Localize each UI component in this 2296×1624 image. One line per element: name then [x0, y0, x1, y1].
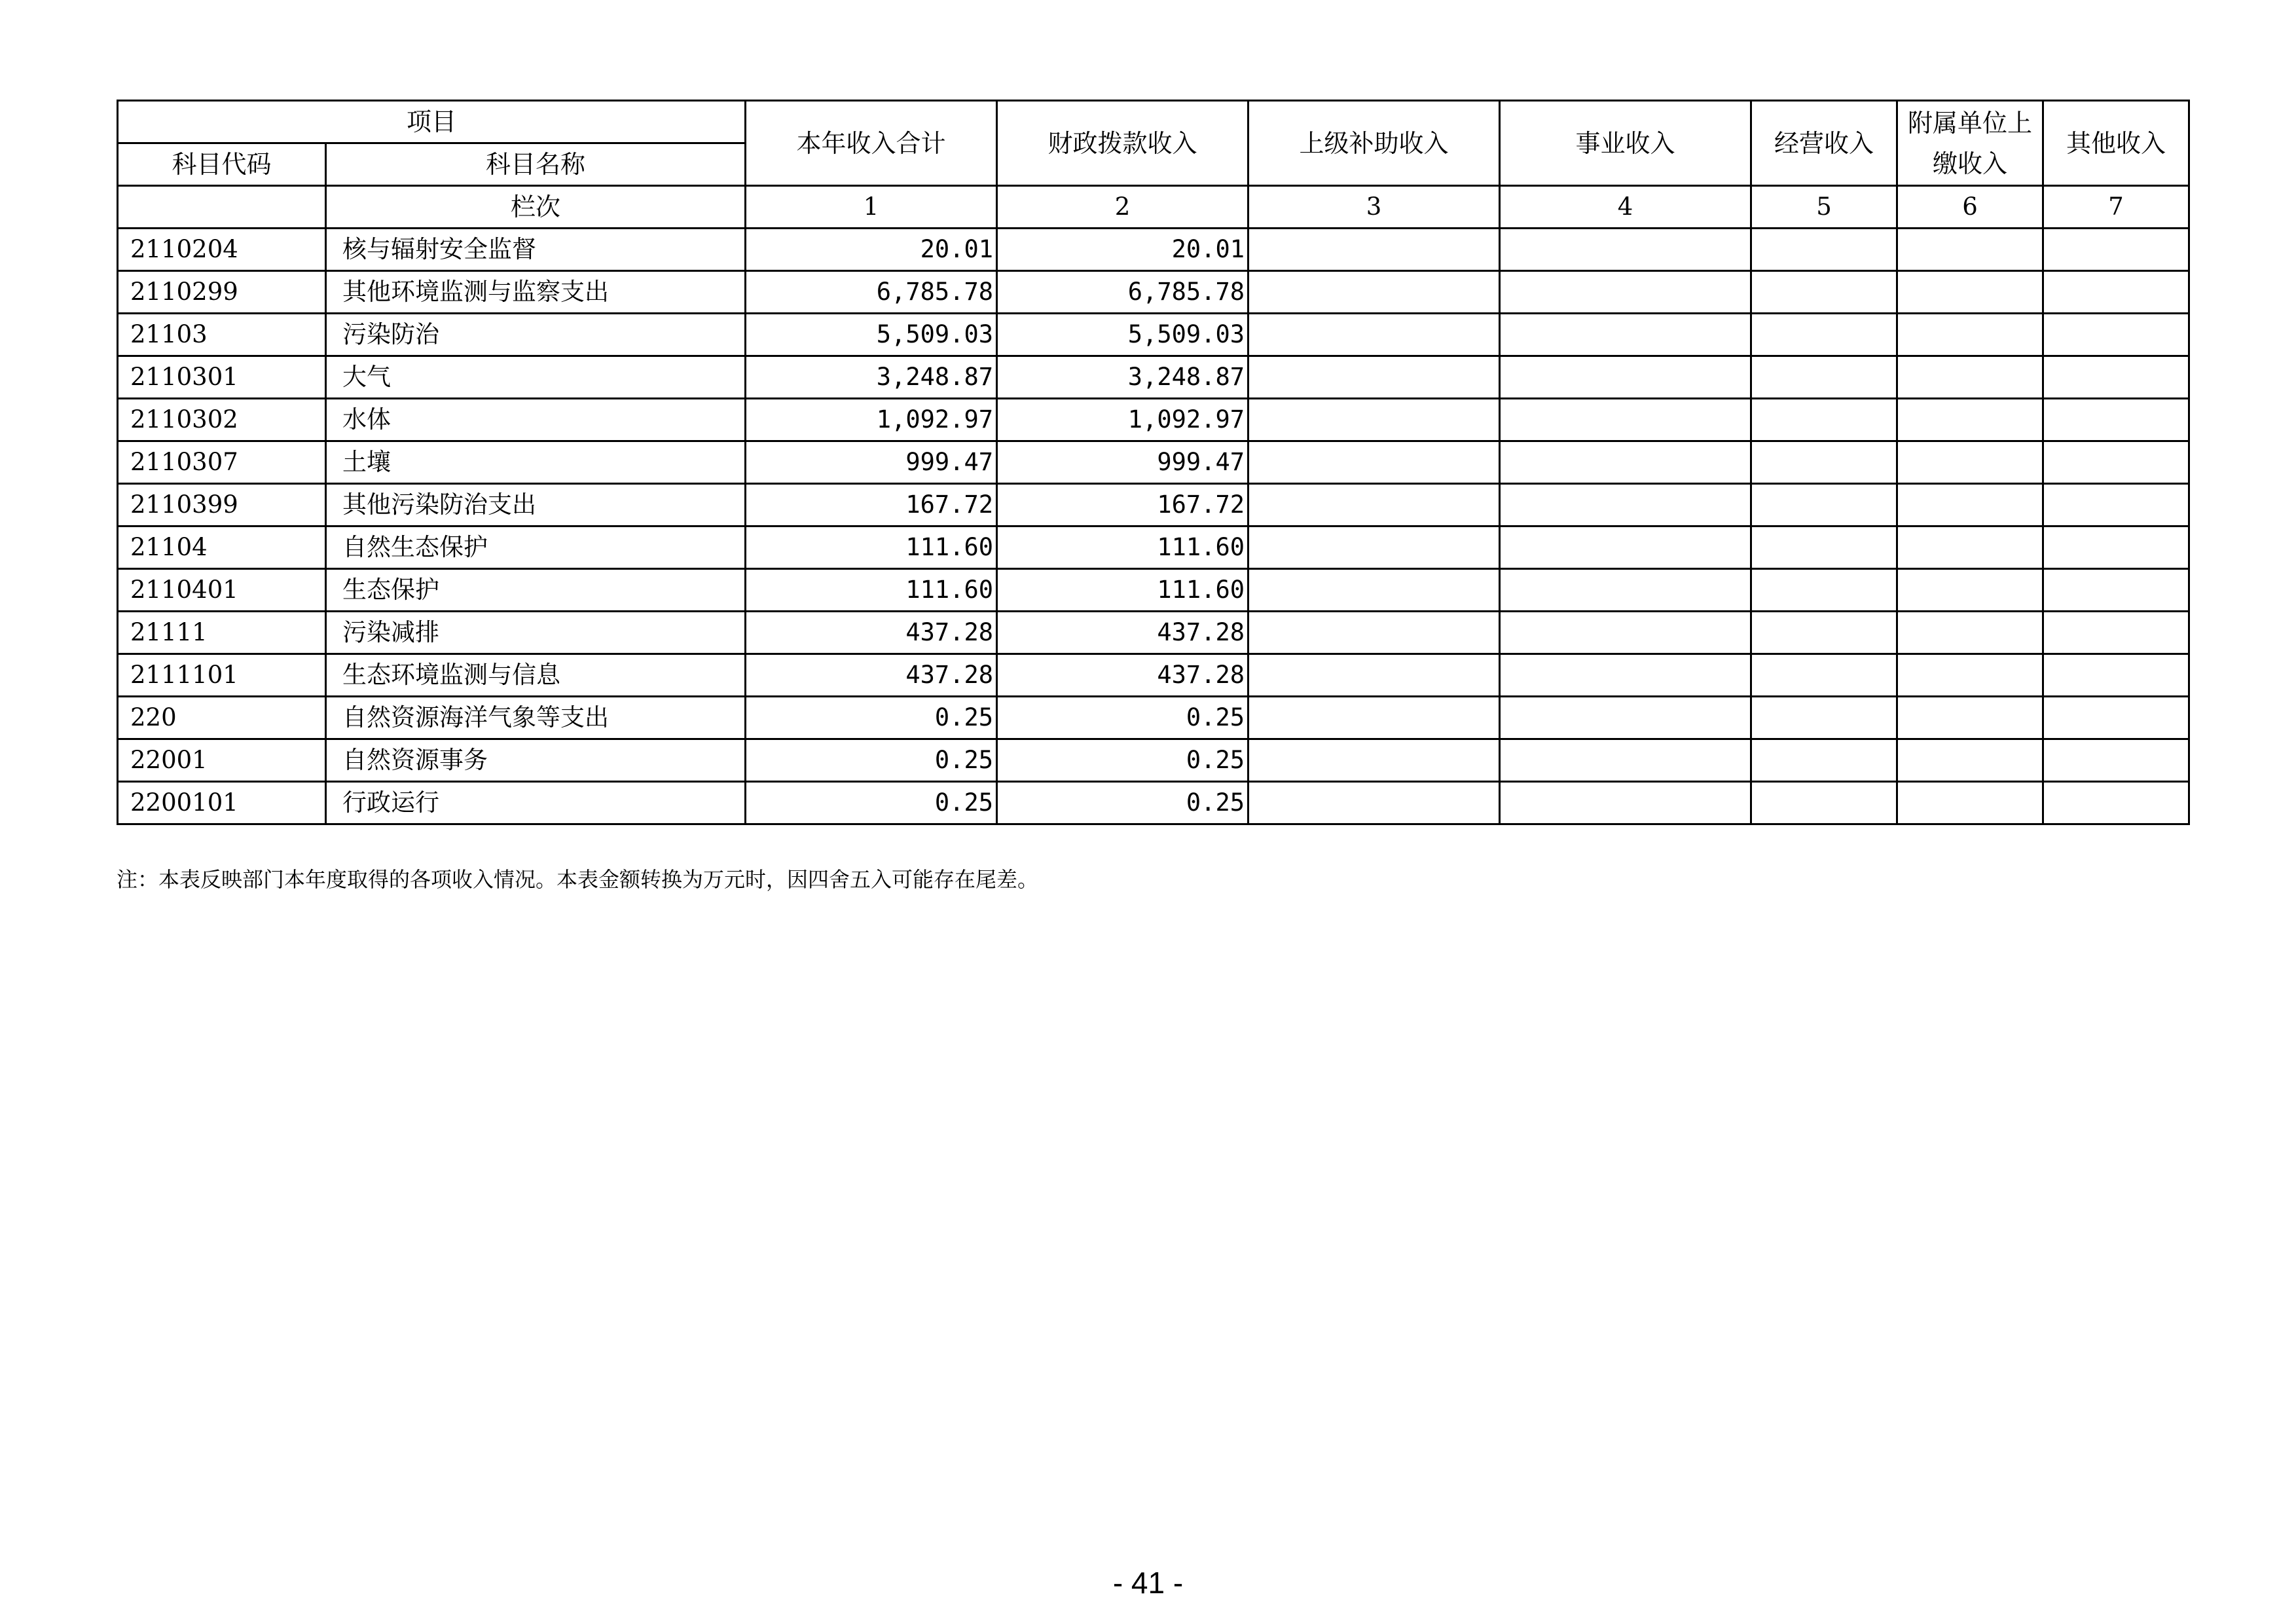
- row-fiscal-income: 0.25: [997, 782, 1248, 824]
- row-affiliate-income: [1897, 782, 2043, 824]
- table-row: [118, 356, 2189, 399]
- row-fiscal-income: 111.60: [997, 569, 1248, 612]
- row-superior-subsidy: [1248, 441, 1500, 484]
- index-cell-2: 2: [997, 186, 1248, 229]
- row-operating-income: [1751, 782, 1897, 824]
- row-other-income: [2043, 271, 2189, 314]
- row-total-income: 0.25: [746, 739, 997, 782]
- table-row: [118, 314, 2189, 356]
- row-operating-income: [1751, 612, 1897, 654]
- row-affiliate-income: [1897, 484, 2043, 526]
- table-row: [118, 484, 2189, 526]
- header-operating-income: 经营收入: [1751, 101, 1897, 186]
- row-superior-subsidy: [1248, 739, 1500, 782]
- row-operating-income: [1751, 569, 1897, 612]
- row-total-income: 111.60: [746, 526, 997, 569]
- row-code: 22001: [118, 739, 326, 782]
- row-operating-income: [1751, 356, 1897, 399]
- header-business-income: 事业收入: [1500, 101, 1751, 186]
- row-superior-subsidy: [1248, 399, 1500, 441]
- row-name: 自然生态保护: [326, 526, 746, 569]
- row-code: 2110399: [118, 484, 326, 526]
- header-other-income: 其他收入: [2043, 101, 2189, 186]
- row-operating-income: [1751, 229, 1897, 271]
- row-code: 2110299: [118, 271, 326, 314]
- row-name: 其他污染防治支出: [326, 484, 746, 526]
- row-name: 土壤: [326, 441, 746, 484]
- row-business-income: [1500, 441, 1751, 484]
- row-affiliate-income: [1897, 654, 2043, 697]
- row-total-income: 111.60: [746, 569, 997, 612]
- row-operating-income: [1751, 271, 1897, 314]
- row-business-income: [1500, 484, 1751, 526]
- row-affiliate-income: [1897, 697, 2043, 739]
- row-operating-income: [1751, 697, 1897, 739]
- row-business-income: [1500, 697, 1751, 739]
- row-other-income: [2043, 569, 2189, 612]
- table-row: [118, 739, 2189, 782]
- row-affiliate-income: [1897, 739, 2043, 782]
- header-total-income: 本年收入合计: [746, 101, 997, 186]
- row-fiscal-income: 437.28: [997, 654, 1248, 697]
- row-other-income: [2043, 229, 2189, 271]
- row-code: 2110301: [118, 356, 326, 399]
- row-superior-subsidy: [1248, 526, 1500, 569]
- row-business-income: [1500, 399, 1751, 441]
- row-affiliate-income: [1897, 569, 2043, 612]
- row-total-income: 5,509.03: [746, 314, 997, 356]
- row-total-income: 1,092.97: [746, 399, 997, 441]
- row-affiliate-income: [1897, 314, 2043, 356]
- page-number: - 41 -: [1112, 1566, 1184, 1600]
- table-row: [118, 569, 2189, 612]
- header-code: 科目代码: [118, 143, 326, 186]
- index-cell-7: 7: [2043, 186, 2189, 229]
- row-total-income: 0.25: [746, 697, 997, 739]
- row-name: 大气: [326, 356, 746, 399]
- table-row: [118, 782, 2189, 824]
- table-row: [118, 654, 2189, 697]
- row-name: 核与辐射安全监督: [326, 229, 746, 271]
- row-superior-subsidy: [1248, 654, 1500, 697]
- header-affiliate-income: 附属单位上缴收入: [1897, 101, 2043, 186]
- row-code: 220: [118, 697, 326, 739]
- row-other-income: [2043, 697, 2189, 739]
- row-operating-income: [1751, 526, 1897, 569]
- row-name: 生态保护: [326, 569, 746, 612]
- index-cell-1: 1: [746, 186, 997, 229]
- row-business-income: [1500, 314, 1751, 356]
- table-body: [118, 229, 2189, 824]
- row-operating-income: [1751, 399, 1897, 441]
- table-row: [118, 697, 2189, 739]
- row-other-income: [2043, 484, 2189, 526]
- table-row: [118, 399, 2189, 441]
- header-column-index-label: 栏次: [326, 186, 746, 229]
- row-other-income: [2043, 654, 2189, 697]
- index-row: [118, 186, 2189, 229]
- row-fiscal-income: 437.28: [997, 612, 1248, 654]
- index-cell-6: 6: [1897, 186, 2043, 229]
- table-note: 注：本表反映部门本年度取得的各项收入情况。本表金额转换为万元时，因四舍五入可能存在尾差。: [117, 867, 1039, 892]
- row-other-income: [2043, 526, 2189, 569]
- row-code: 2110401: [118, 569, 326, 612]
- row-business-income: [1500, 526, 1751, 569]
- index-row-blank: [118, 186, 326, 229]
- row-code: 21111: [118, 612, 326, 654]
- row-fiscal-income: 5,509.03: [997, 314, 1248, 356]
- row-total-income: 3,248.87: [746, 356, 997, 399]
- row-code: 21104: [118, 526, 326, 569]
- row-name: 行政运行: [326, 782, 746, 824]
- row-name: 其他环境监测与监察支出: [326, 271, 746, 314]
- row-total-income: 20.01: [746, 229, 997, 271]
- row-business-income: [1500, 229, 1751, 271]
- row-total-income: 437.28: [746, 654, 997, 697]
- row-affiliate-income: [1897, 526, 2043, 569]
- row-code: 21103: [118, 314, 326, 356]
- row-business-income: [1500, 569, 1751, 612]
- row-code: 2110204: [118, 229, 326, 271]
- row-fiscal-income: 1,092.97: [997, 399, 1248, 441]
- row-fiscal-income: 3,248.87: [997, 356, 1248, 399]
- row-total-income: 6,785.78: [746, 271, 997, 314]
- row-superior-subsidy: [1248, 271, 1500, 314]
- row-code: 2110302: [118, 399, 326, 441]
- row-name: 自然资源事务: [326, 739, 746, 782]
- row-total-income: 167.72: [746, 484, 997, 526]
- row-fiscal-income: 111.60: [997, 526, 1248, 569]
- row-fiscal-income: 0.25: [997, 739, 1248, 782]
- row-fiscal-income: 6,785.78: [997, 271, 1248, 314]
- row-other-income: [2043, 356, 2189, 399]
- row-business-income: [1500, 271, 1751, 314]
- row-operating-income: [1751, 441, 1897, 484]
- table-row: [118, 612, 2189, 654]
- row-other-income: [2043, 399, 2189, 441]
- row-operating-income: [1751, 739, 1897, 782]
- row-affiliate-income: [1897, 441, 2043, 484]
- index-cell-5: 5: [1751, 186, 1897, 229]
- row-affiliate-income: [1897, 229, 2043, 271]
- row-name: 污染防治: [326, 314, 746, 356]
- row-superior-subsidy: [1248, 314, 1500, 356]
- row-total-income: 999.47: [746, 441, 997, 484]
- row-code: 2200101: [118, 782, 326, 824]
- row-affiliate-income: [1897, 356, 2043, 399]
- row-superior-subsidy: [1248, 229, 1500, 271]
- row-name: 自然资源海洋气象等支出: [326, 697, 746, 739]
- row-total-income: 0.25: [746, 782, 997, 824]
- row-fiscal-income: 0.25: [997, 697, 1248, 739]
- row-other-income: [2043, 782, 2189, 824]
- row-name: 生态环境监测与信息: [326, 654, 746, 697]
- row-fiscal-income: 999.47: [997, 441, 1248, 484]
- header-item: 项目: [118, 101, 746, 143]
- row-affiliate-income: [1897, 399, 2043, 441]
- row-superior-subsidy: [1248, 697, 1500, 739]
- header-fiscal-income: 财政拨款收入: [997, 101, 1248, 186]
- row-operating-income: [1751, 314, 1897, 356]
- row-superior-subsidy: [1248, 484, 1500, 526]
- row-business-income: [1500, 356, 1751, 399]
- row-other-income: [2043, 314, 2189, 356]
- row-business-income: [1500, 612, 1751, 654]
- row-superior-subsidy: [1248, 569, 1500, 612]
- row-operating-income: [1751, 654, 1897, 697]
- table-row: [118, 271, 2189, 314]
- row-name: 污染减排: [326, 612, 746, 654]
- row-business-income: [1500, 782, 1751, 824]
- row-total-income: 437.28: [746, 612, 997, 654]
- row-superior-subsidy: [1248, 356, 1500, 399]
- row-business-income: [1500, 739, 1751, 782]
- row-operating-income: [1751, 484, 1897, 526]
- row-fiscal-income: 20.01: [997, 229, 1248, 271]
- row-other-income: [2043, 612, 2189, 654]
- row-other-income: [2043, 739, 2189, 782]
- header-name: 科目名称: [326, 143, 746, 186]
- row-business-income: [1500, 654, 1751, 697]
- table-row: [118, 526, 2189, 569]
- row-other-income: [2043, 441, 2189, 484]
- row-name: 水体: [326, 399, 746, 441]
- header-superior-subsidy: 上级补助收入: [1248, 101, 1500, 186]
- row-code: 2110307: [118, 441, 326, 484]
- income-table: [117, 100, 2190, 825]
- row-affiliate-income: [1897, 271, 2043, 314]
- table-row: [118, 441, 2189, 484]
- row-fiscal-income: 167.72: [997, 484, 1248, 526]
- index-cell-3: 3: [1248, 186, 1500, 229]
- row-affiliate-income: [1897, 612, 2043, 654]
- table-header: [118, 101, 2189, 229]
- row-code: 2111101: [118, 654, 326, 697]
- row-superior-subsidy: [1248, 782, 1500, 824]
- row-superior-subsidy: [1248, 612, 1500, 654]
- index-cell-4: 4: [1500, 186, 1751, 229]
- table-row: [118, 229, 2189, 271]
